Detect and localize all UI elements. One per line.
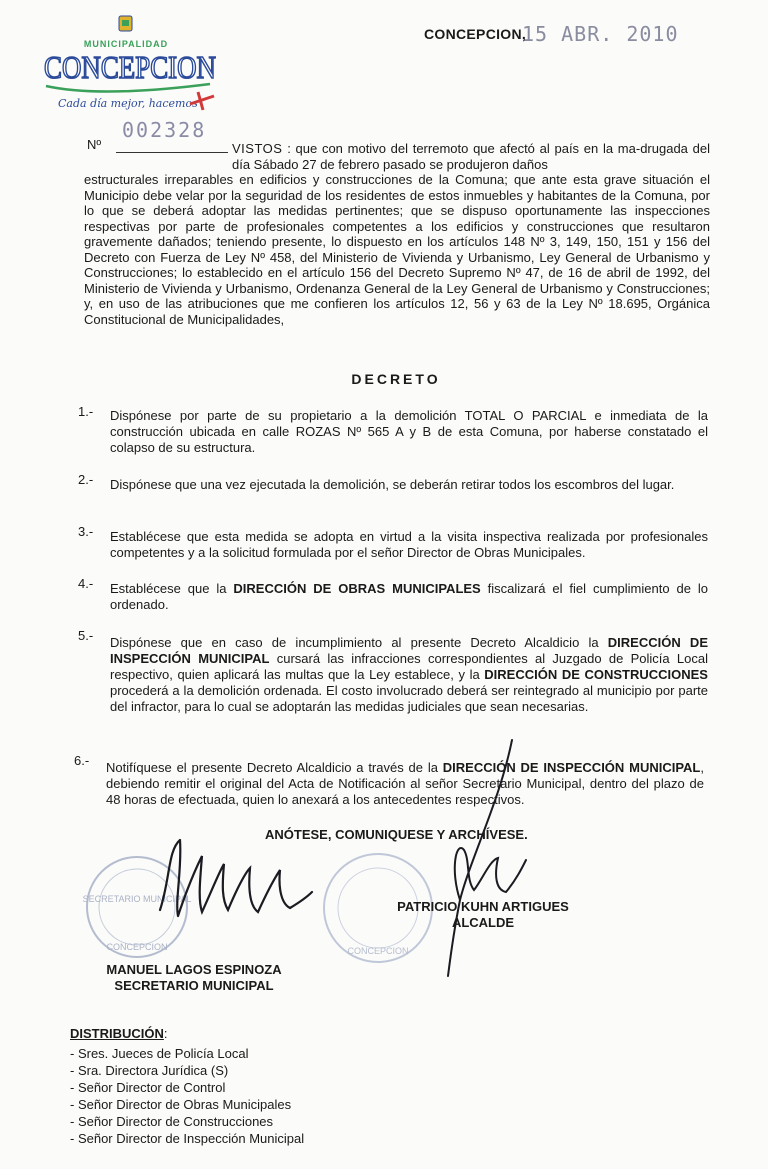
item-text-6 xyxy=(106,760,704,808)
item-4-bold: DIRECCIÓN DE OBRAS MUNICIPALES xyxy=(233,581,481,596)
mayor-signature-block xyxy=(390,899,576,931)
secretary-title: SECRETARIO MUNICIPAL xyxy=(114,978,274,993)
shield-inner xyxy=(122,20,129,26)
closing-formula: ANÓTESE, COMUNIQUESE Y ARCHÍVESE. xyxy=(265,827,528,842)
item-4-post: fiscalizará el fiel cumplimiento de lo ordenado. xyxy=(110,581,708,612)
item-text-3: Establécese que esta medida se adopta en virtud a la visita inspectiva realizada por profesionales competentes y a la solicitud formulada por el señor Director de Obras Municipales. xyxy=(110,529,708,560)
seal-text-city-2: CONCEPCION xyxy=(347,946,409,956)
list-item: - Sres. Jueces de Policía Local xyxy=(70,1046,249,1061)
decree-title: DECRETO xyxy=(351,371,441,387)
decree-number-stamp: 002328 xyxy=(122,118,207,142)
item-5-bold-1: DIRECCIÓN DE INSPECCIÓN MUNICIPAL xyxy=(110,635,708,666)
vistos-first-text: : que con motivo del terremoto que afectó al país en la ma-drugada del día Sábado 27 de febrero pasado se produjeron daños xyxy=(232,141,710,172)
number-underline xyxy=(116,152,228,153)
list-item: - Señor Director de Obras Municipales xyxy=(70,1097,292,1112)
list-item: - Señor Director de Inspección Municipal xyxy=(70,1131,305,1146)
seal-text-secretary: SECRETARIO MUNICIPAL xyxy=(82,894,192,904)
item-6-bold: DIRECCIÓN DE INSPECCIÓN MUNICIPAL xyxy=(442,760,701,775)
city-label: CONCEPCION, xyxy=(424,26,527,42)
distribution-list xyxy=(70,1045,304,1147)
item-5-post: procederá a la demolición ordenada. El costo involucrado deberá ser reintegrado al municipio por parte del infractor, para lo cual se adoptarán las medidas judiciales que sean necesarias. xyxy=(110,683,708,714)
logo-top-text: MUNICIPALIDAD xyxy=(83,39,169,49)
item-number-1: 1.- xyxy=(78,404,94,419)
logo-name: CONCEPCION xyxy=(44,49,216,85)
item-text-1: Dispónese por parte de su propietario a la demolición TOTAL O PARCIAL e inmediata de la construcción ubicada en calle ROZAS Nº 565 A y B de esta Comuna, por haberse constatado el colapso de su estructura. xyxy=(110,408,708,455)
number-label: Nº xyxy=(87,137,102,152)
item-text-5 xyxy=(110,635,708,715)
vistos-body: estructurales irreparables en edificios y construcciones de la Comuna; que ante esta grave situación el Municipio debe velar por la seguridad de los residentes de estos inmuebles y habitantes de la Comuna, por lo que se deberá adoptar las medidas pertinentes; que se dispuso oportunamente las inspecciones respectivas por parte de profesionales competentes a los edificios y construcciones que resultaron gravemente dañados; teniendo presente, lo dispuesto en los artículos 148 Nº 3, 149, 150, 151 y 156 del Decreto con Fuerza de Ley Nº 458, del Ministerio de Vivienda y Urbanismo, Ley General de Urbanismo y Construcciones; lo establecido en el artículo 156 del Decreto Supremo Nº 47, de 16 de abril de 1992, del Ministerio de Vivienda y Urbanismo, Ordenanza General de la Ley General de Urbanismo y Construcciones; y, en uso de las atribuciones que me confieren los artículos 12, 56 y 63 de la Ley Nº 18.695, Orgánica Constitucional de Municipalidades, xyxy=(84,172,710,327)
item-text-4 xyxy=(110,581,708,613)
mayor-signature-icon xyxy=(420,740,540,980)
distribution-title-suffix: : xyxy=(163,1026,168,1041)
list-item: - Señor Director de Construcciones xyxy=(70,1114,274,1129)
distribution-title-text: DISTRIBUCIÓN xyxy=(70,1026,164,1041)
date-stamp: 15 ABR. 2010 xyxy=(522,22,679,46)
vistos-first-line xyxy=(232,141,710,172)
item-5-pre: Dispónese que en caso de incumplimiento al presente Decreto Alcaldicio la xyxy=(110,635,608,650)
item-5-mid: cursará las infracciones correspondientes al Juzgado de Policía Local respectivo, quien aplicará las multas que la Ley establece, y la xyxy=(110,651,708,682)
mayor-name: PATRICIO KUHN ARTIGUES xyxy=(397,899,569,914)
item-6-pre: Notifíquese el presente Decreto Alcaldicio a través de la xyxy=(106,760,443,775)
logo-swoosh xyxy=(46,84,210,92)
distribution-title xyxy=(70,1026,168,1041)
list-item: - Sra. Directora Jurídica (S) xyxy=(70,1063,229,1078)
item-5-bold-2: DIRECCIÓN DE CONSTRUCCIONES xyxy=(484,667,708,682)
item-6-post: , debiendo remitir el original del Acta de Notificación al señor Secretario Municipal, dentro del plazo de 48 horas de efectuada, quien lo anexará a los antecedentes respectivos. xyxy=(106,760,705,807)
list-item: - Señor Director de Control xyxy=(70,1080,226,1095)
secretary-signature-icon xyxy=(140,820,340,930)
item-4-pre: Establécese que la xyxy=(110,581,234,596)
item-number-4: 4.- xyxy=(78,576,94,591)
municipality-logo xyxy=(40,14,230,114)
vistos-label: VISTOS xyxy=(232,141,283,156)
item-number-5: 5.- xyxy=(78,628,94,643)
item-number-6: 6.- xyxy=(74,753,90,768)
secretary-name: MANUEL LAGOS ESPINOZA xyxy=(106,962,282,977)
mayor-title: ALCALDE xyxy=(451,915,515,930)
logo-graphic xyxy=(40,14,230,114)
seal-text-city: CONCEPCION xyxy=(106,942,168,952)
item-number-3: 3.- xyxy=(78,524,94,539)
item-text-2: Dispónese que una vez ejecutada la demolición, se deberán retirar todos los escombros del lugar. xyxy=(110,477,675,492)
item-number-2: 2.- xyxy=(78,472,94,487)
logo-slogan: Cada día mejor, hacemos xyxy=(58,97,198,110)
secretary-signature-block xyxy=(98,962,290,994)
